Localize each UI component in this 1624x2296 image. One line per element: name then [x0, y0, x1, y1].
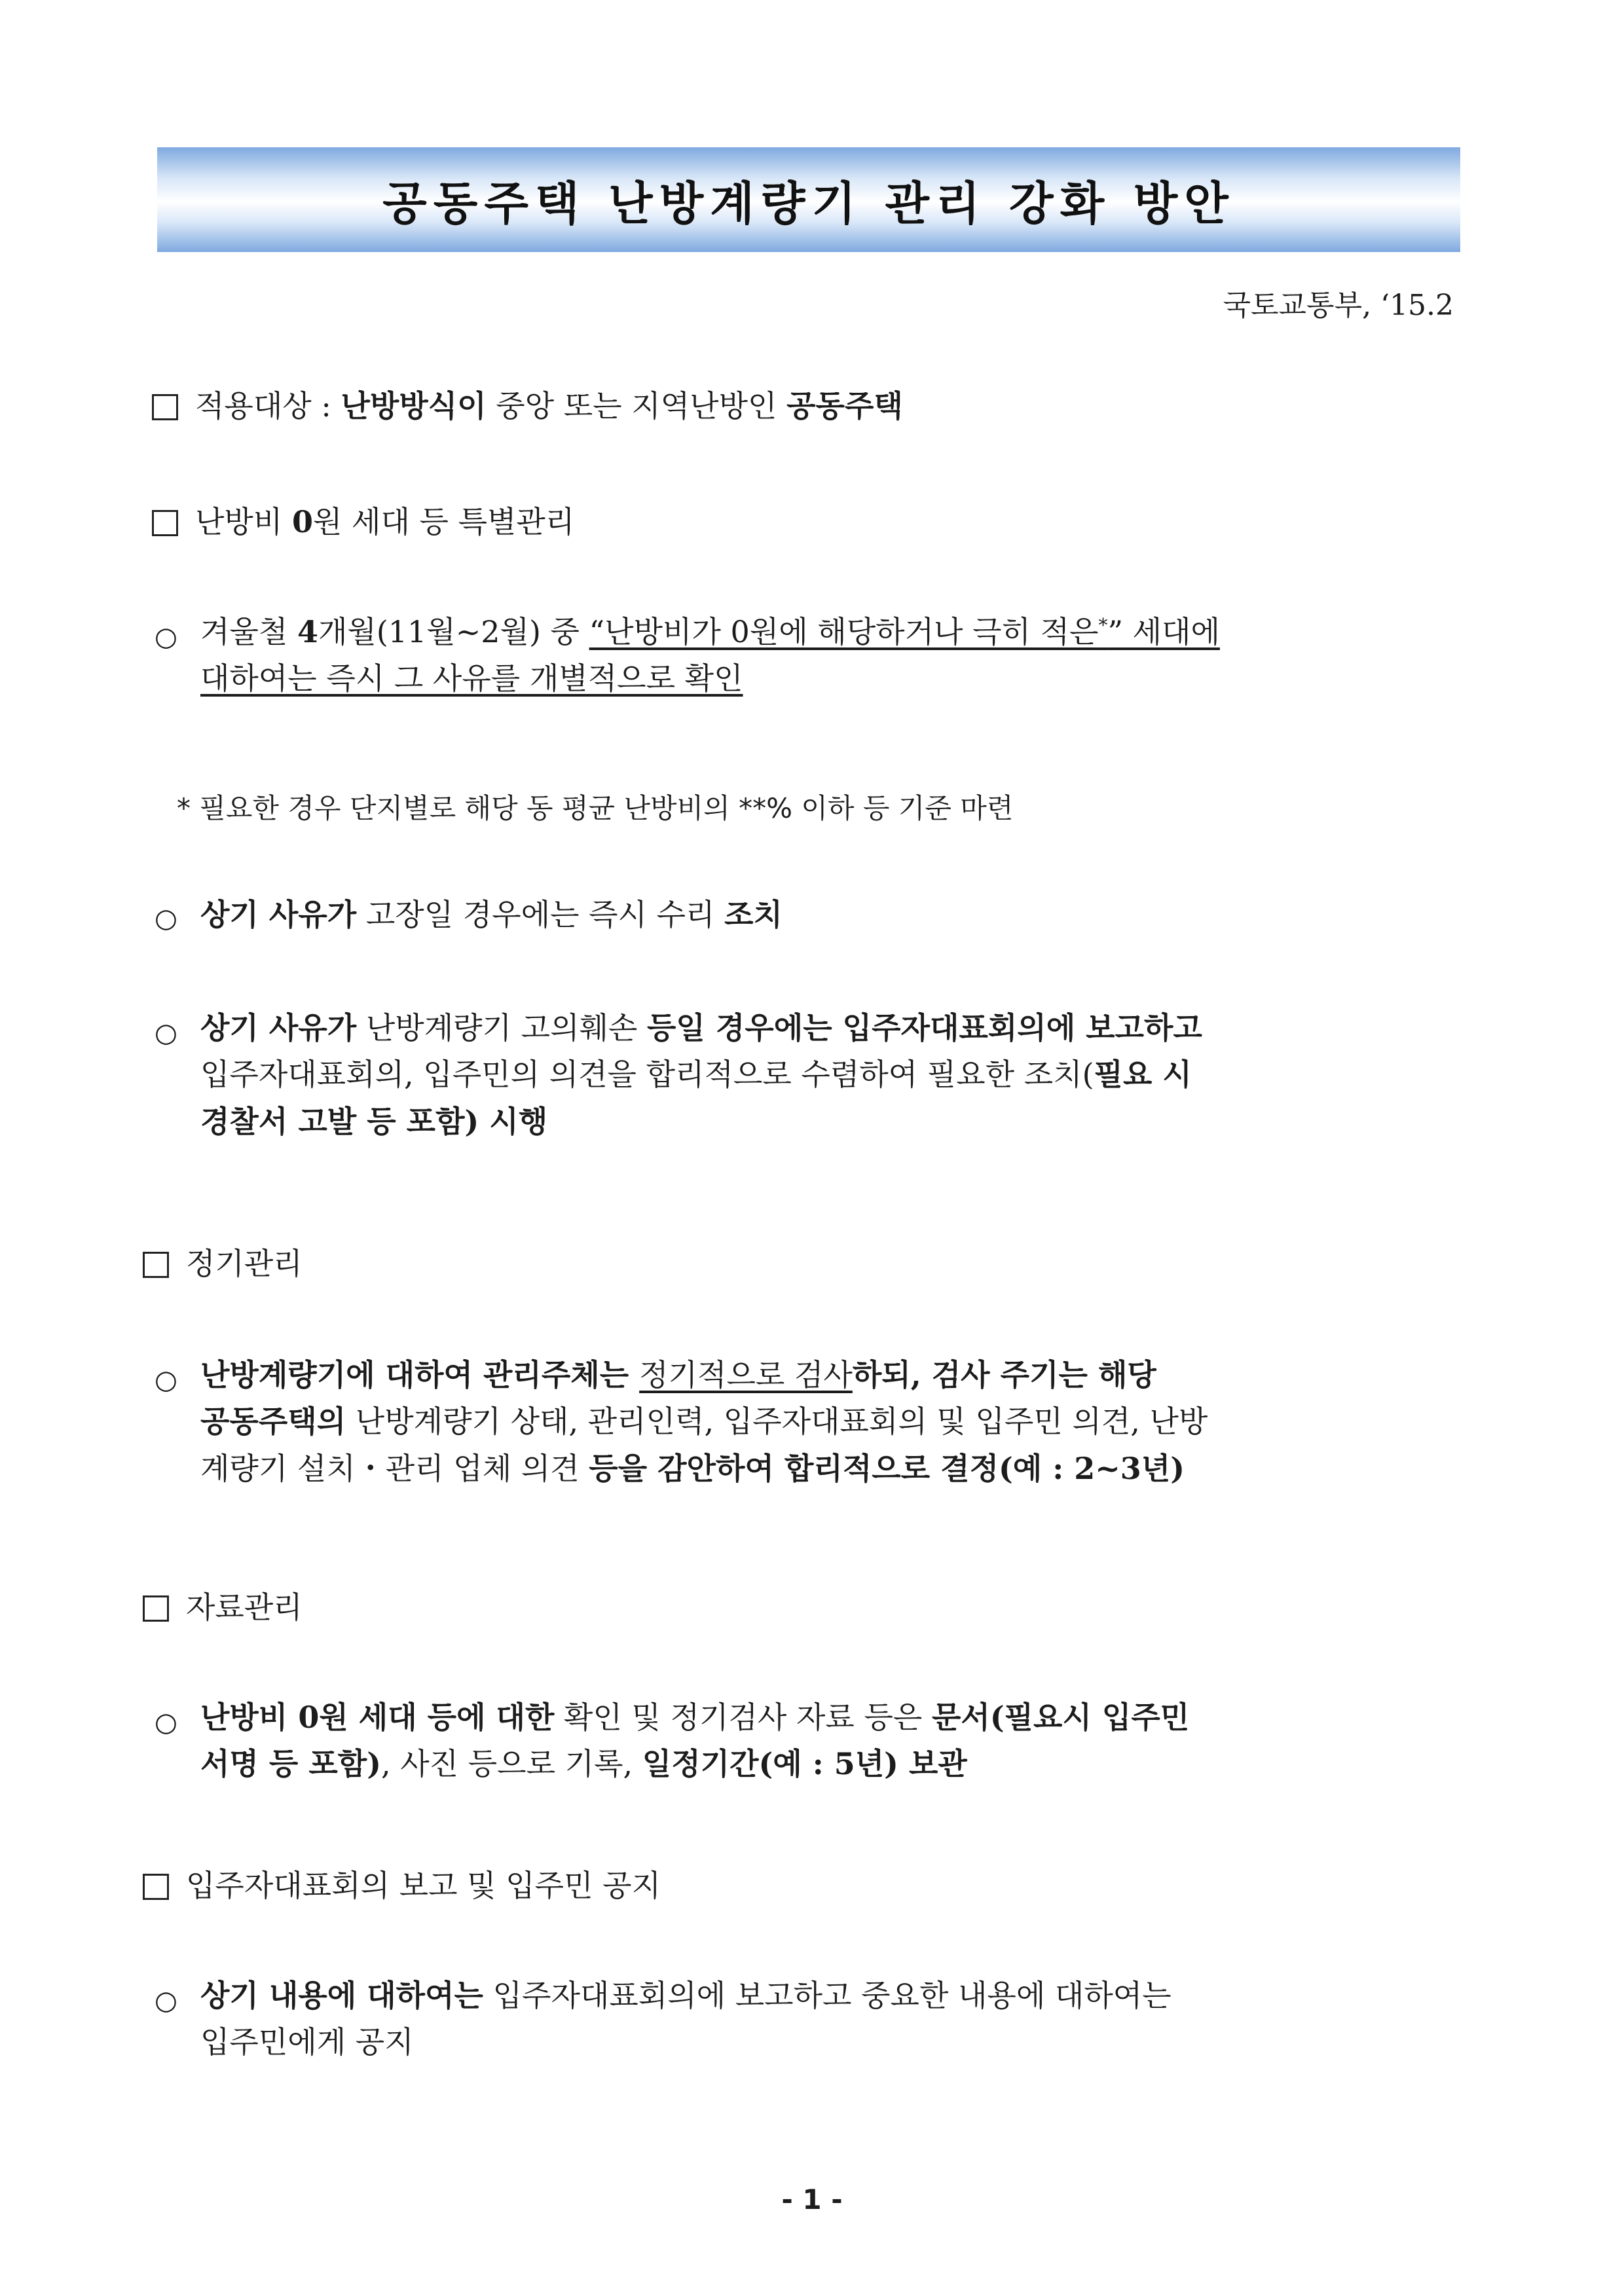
text: 개월(11월~2월) 중 [318, 614, 589, 649]
text: “난방비가 0원에 해당하거나 극히 적은 [589, 614, 1099, 649]
paragraph-tampering [200, 1005, 1476, 1145]
text-bold: 등일 경우에는 입주자대표회의에 보고하고 [647, 1010, 1202, 1046]
text-bold: 공동주택 [786, 388, 903, 424]
text: 난방비 [195, 504, 292, 539]
underlined-text: 대하여는 즉시 그 사유를 개별적으로 확인 [200, 661, 743, 697]
section-zero-heating-cost [152, 499, 574, 545]
text: 원 세대 등 특별관리 [312, 504, 575, 539]
text-bold: 상기 사유가 [200, 1010, 357, 1046]
text-bold: 난방방식이 [341, 388, 487, 424]
text-bold: 경찰서 고발 등 포함) 시행 [200, 1103, 548, 1139]
paragraph-winter-check [200, 609, 1476, 702]
paragraph-repair [200, 892, 1476, 938]
checkbox-square-icon [152, 394, 178, 420]
underlined-text: 정기적으로 검사 [639, 1357, 853, 1393]
text-bold: 4 [297, 614, 318, 649]
text: 고장일 경우에는 즉시 수리 [356, 897, 725, 932]
text-bold: 문서(필요시 입주민 [931, 1700, 1190, 1735]
text: 입주자대표회의 보고 및 입주민 공지 [186, 1868, 661, 1903]
section-report-notice [143, 1863, 661, 1909]
text: 적용대상 : [195, 388, 341, 424]
checkbox-square-icon [143, 1874, 169, 1900]
text-bold: 등을 감안하여 합리적으로 결정(예 : 2~3년) [589, 1450, 1185, 1486]
section-regular-management [143, 1241, 303, 1287]
text: 난방계량기 고의훼손 [356, 1010, 647, 1046]
paragraph-inspection [200, 1352, 1476, 1492]
bullet-circle-icon: ○ [155, 1707, 177, 1738]
text-bold: 상기 사유가 [200, 897, 357, 932]
checkbox-square-icon [152, 510, 178, 536]
text-bold: 하되, 검사 주기는 해당 [852, 1357, 1156, 1393]
underlined-text [589, 614, 1220, 649]
footnote-mark: * [1098, 614, 1108, 636]
footnote: * 필요한 경우 단지별로 해당 동 평균 난방비의 **% 이하 등 기준 마련 [177, 792, 1014, 824]
paragraph-notice [200, 1973, 1476, 2066]
paragraph-records [200, 1694, 1476, 1788]
title-banner [157, 147, 1460, 252]
section-apply-target [152, 383, 903, 429]
checkbox-square-icon [143, 1252, 169, 1278]
text: 정기관리 [186, 1246, 303, 1281]
text-bold: 필요 시 [1094, 1057, 1192, 1093]
text: 중앙 또는 지역난방인 [486, 388, 787, 424]
text: 확인 및 정기검사 자료 등은 [554, 1700, 932, 1735]
text-bold: 공동주택의 [200, 1404, 346, 1440]
text-bold: 상기 내용에 대하여는 [200, 1978, 483, 2013]
bullet-circle-icon: ○ [155, 903, 177, 934]
bullet-circle-icon: ○ [155, 1365, 177, 1395]
section-records-management [143, 1584, 303, 1631]
text-bold: 0 [291, 504, 313, 539]
text-bold: 일정기간(예 : 5년) 보관 [642, 1746, 967, 1782]
text-bold: 서명 등 포함) [200, 1746, 381, 1782]
text: 겨울철 [200, 614, 297, 649]
text: , 사진 등으로 기록, [380, 1746, 642, 1782]
text: 입주민에게 공지 [200, 2024, 414, 2060]
text-bold: 조치 [724, 897, 783, 932]
issuer-date: 국토교통부, ‘15.2 [1223, 289, 1454, 322]
bullet-circle-icon: ○ [155, 1986, 177, 2016]
text: 계량기 설치・관리 업체 의견 [200, 1450, 589, 1486]
text: 입주자대표회의에 보고하고 중요한 내용에 대하여는 [483, 1978, 1172, 2013]
text-bold: 난방비 0원 세대 등에 대한 [200, 1700, 555, 1735]
page-number: - 1 - [781, 2183, 843, 2215]
checkbox-square-icon [143, 1595, 169, 1622]
text: 입주자대표회의, 입주민의 의견을 합리적으로 수렴하여 필요한 조치( [200, 1057, 1094, 1093]
text: 난방계량기 상태, 관리인력, 입주자대표회의 및 입주민 의견, 난방 [346, 1404, 1208, 1440]
text-bold: 난방계량기에 대하여 관리주체는 [200, 1357, 640, 1393]
bullet-circle-icon: ○ [155, 622, 177, 652]
text: 자료관리 [186, 1590, 303, 1625]
document-title: 공동주택 난방계량기 관리 강화 방안 [382, 176, 1235, 230]
text: ” 세대에 [1107, 614, 1220, 649]
bullet-circle-icon: ○ [155, 1018, 177, 1048]
